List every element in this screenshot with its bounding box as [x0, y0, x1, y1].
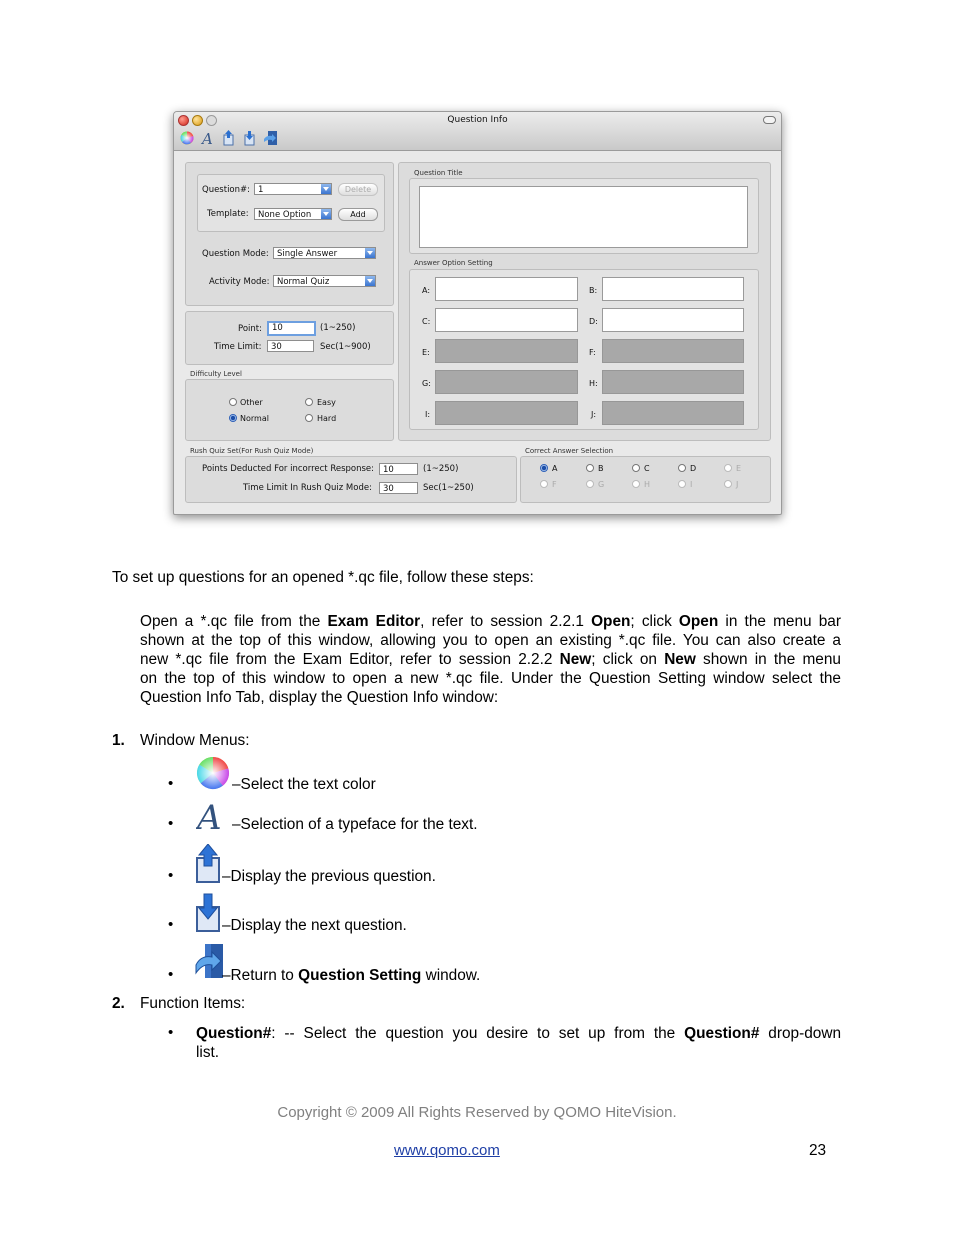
svg-text:A: A [197, 800, 222, 832]
rush-time-range: Sec(1~250) [423, 483, 474, 493]
correct-answer-title: Correct Answer Selection [525, 447, 614, 455]
question-number-label: Question#: [202, 185, 251, 195]
question-title-textarea[interactable] [419, 186, 748, 248]
question-number-select[interactable] [254, 183, 332, 195]
correct-j-radio [724, 480, 732, 488]
para-line-4: on the top of this window to open a new *.qc file. Under the Question Setting window select the [140, 670, 841, 687]
menu-typeface-text: –Selection of a typeface for the text. [232, 816, 478, 833]
chevron-down-icon [321, 209, 331, 219]
option-a-input[interactable] [435, 277, 578, 301]
option-i-label: I: [425, 410, 431, 419]
para-line-2: shown at the top of this window, allowing you to open an existing *.qc file. You can also create a [140, 632, 841, 649]
point-range: (1~250) [320, 323, 356, 333]
option-d-label: D: [589, 317, 598, 326]
bullet: • [168, 1024, 174, 1041]
template-select[interactable] [254, 208, 332, 220]
option-f-input [602, 339, 744, 363]
option-e-input [435, 339, 578, 363]
difficulty-normal-radio[interactable] [229, 414, 237, 422]
question-mode-label: Question Mode: [202, 249, 269, 259]
correct-e-label: E [736, 464, 742, 473]
menu-previous-text: –Display the previous question. [222, 868, 436, 885]
next-question-icon[interactable] [242, 130, 258, 146]
chevron-down-icon [321, 184, 331, 194]
option-j-label: J: [591, 410, 597, 419]
option-c-input[interactable] [435, 308, 578, 332]
correct-c-label: C [644, 464, 650, 473]
rush-points-range: (1~250) [423, 464, 459, 474]
menu-return-text: –Return to Question Setting window. [222, 967, 481, 984]
typeface-icon [196, 800, 230, 832]
option-j-input [602, 401, 744, 425]
bullet: • [168, 775, 174, 792]
question-number-value: 1 [258, 185, 264, 195]
bullet: • [168, 916, 174, 933]
difficulty-easy-label: Easy [317, 398, 336, 407]
option-a-label: A: [422, 286, 431, 295]
bullet: • [168, 867, 174, 884]
template-label: Template: [207, 209, 249, 219]
option-c-label: C: [422, 317, 431, 326]
option-h-label: H: [589, 379, 598, 388]
activity-mode-value: Normal Quiz [277, 277, 330, 287]
activity-mode-select[interactable] [273, 275, 376, 287]
correct-d-radio[interactable] [678, 464, 686, 472]
question-title-label: Question Title [414, 169, 463, 177]
option-g-input [435, 370, 578, 394]
website-link[interactable]: www.qomo.com [394, 1142, 500, 1159]
section-1-title: Window Menus: [140, 732, 250, 749]
return-icon[interactable] [263, 130, 279, 146]
svg-text:A: A [202, 130, 213, 146]
function-item-question [196, 1024, 841, 1062]
correct-b-radio[interactable] [586, 464, 594, 472]
question-mode-value: Single Answer [277, 249, 338, 259]
correct-e-radio [724, 464, 732, 472]
copyright-text: Copyright © 2009 All Rights Reserved by QOMO HiteVision. [277, 1104, 677, 1121]
para-line-3: new *.qc file from the Exam Editor, refer to session 2.2.2 New; click on New shown in the menu [140, 651, 841, 668]
option-f-label: F: [589, 348, 596, 357]
typeface-icon[interactable] [200, 130, 216, 146]
correct-g-label: G [598, 480, 605, 489]
difficulty-hard-radio[interactable] [305, 414, 313, 422]
page-number: 23 [809, 1142, 827, 1159]
correct-i-radio [678, 480, 686, 488]
time-limit-input[interactable]: 30 [267, 340, 314, 352]
menu-next-text: –Display the next question. [222, 917, 407, 934]
next-question-icon [195, 893, 223, 933]
correct-g-radio [586, 480, 594, 488]
question-mode-select[interactable] [273, 247, 376, 259]
chevron-down-icon [365, 248, 375, 258]
function-item-line-1: Question#: -- Select the question you desire to set up from the Question# drop-down [196, 1025, 842, 1042]
answer-option-title: Answer Option Setting [414, 259, 493, 267]
return-icon [195, 943, 225, 981]
correct-f-label: F [552, 480, 557, 489]
previous-question-icon[interactable] [221, 130, 237, 146]
section-2-title: Function Items: [140, 995, 246, 1012]
delete-button[interactable]: Delete [338, 183, 378, 196]
color-wheel-icon[interactable] [179, 130, 195, 146]
correct-c-radio[interactable] [632, 464, 640, 472]
point-label: Point: [238, 324, 262, 334]
point-input[interactable]: 10 [267, 321, 316, 336]
option-b-label: B: [589, 286, 598, 295]
toolbar-toggle-icon[interactable] [763, 116, 776, 124]
add-button[interactable]: Add [338, 208, 378, 221]
option-i-input [435, 401, 578, 425]
option-g-label: G: [422, 379, 431, 388]
time-limit-range: Sec(1~900) [320, 342, 371, 352]
para-line-1: Open a *.qc file from the Exam Editor, refer to session 2.2.1 Open; click Open in the menu bar [140, 613, 841, 630]
difficulty-title: Difficulty Level [190, 370, 242, 378]
question-info-window [173, 111, 782, 515]
rush-time-input[interactable]: 30 [379, 482, 418, 494]
difficulty-other-label: Other [240, 398, 263, 407]
option-b-input[interactable] [602, 277, 744, 301]
time-limit-label: Time Limit: [214, 342, 262, 352]
difficulty-normal-label: Normal [240, 414, 269, 423]
option-d-input[interactable] [602, 308, 744, 332]
correct-j-label: J [736, 480, 739, 489]
title-bar [174, 112, 781, 151]
correct-i-label: I [690, 480, 693, 489]
rush-quiz-title: Rush Quiz Set(For Rush Quiz Mode) [190, 447, 314, 455]
instruction-paragraph [140, 612, 841, 707]
point-time-group [185, 311, 394, 365]
section-2-number: 2. [112, 995, 125, 1012]
bullet: • [168, 815, 174, 832]
template-value: None Option [258, 210, 312, 220]
correct-h-label: H [644, 480, 651, 489]
menu-color-text: –Select the text color [232, 776, 376, 793]
color-wheel-icon [196, 756, 230, 790]
function-item-line-2: list. [196, 1044, 220, 1061]
previous-question-icon [195, 844, 223, 884]
option-h-input [602, 370, 744, 394]
difficulty-hard-label: Hard [317, 414, 337, 423]
section-1-number: 1. [112, 732, 125, 749]
rush-points-label: Points Deducted For incorrect Response: [202, 464, 375, 474]
correct-f-radio [540, 480, 548, 488]
correct-a-label: A [552, 464, 558, 473]
option-e-label: E: [422, 348, 430, 357]
difficulty-other-radio[interactable] [229, 398, 237, 406]
difficulty-easy-radio[interactable] [305, 398, 313, 406]
para-line-5: Question Info Tab, display the Question Info window: [140, 689, 499, 706]
rush-time-label: Time Limit In Rush Quiz Mode: [243, 483, 372, 493]
rush-points-input[interactable]: 10 [379, 463, 418, 475]
correct-b-label: B [598, 464, 604, 473]
correct-a-radio[interactable] [540, 464, 548, 472]
correct-d-label: D [690, 464, 697, 473]
bullet: • [168, 966, 174, 983]
activity-mode-label: Activity Mode: [209, 277, 270, 287]
intro-text: To set up questions for an opened *.qc file, follow these steps: [112, 569, 534, 586]
chevron-down-icon [365, 276, 375, 286]
correct-h-radio [632, 480, 640, 488]
window-title: Question Info [447, 115, 508, 125]
difficulty-group [185, 379, 394, 441]
